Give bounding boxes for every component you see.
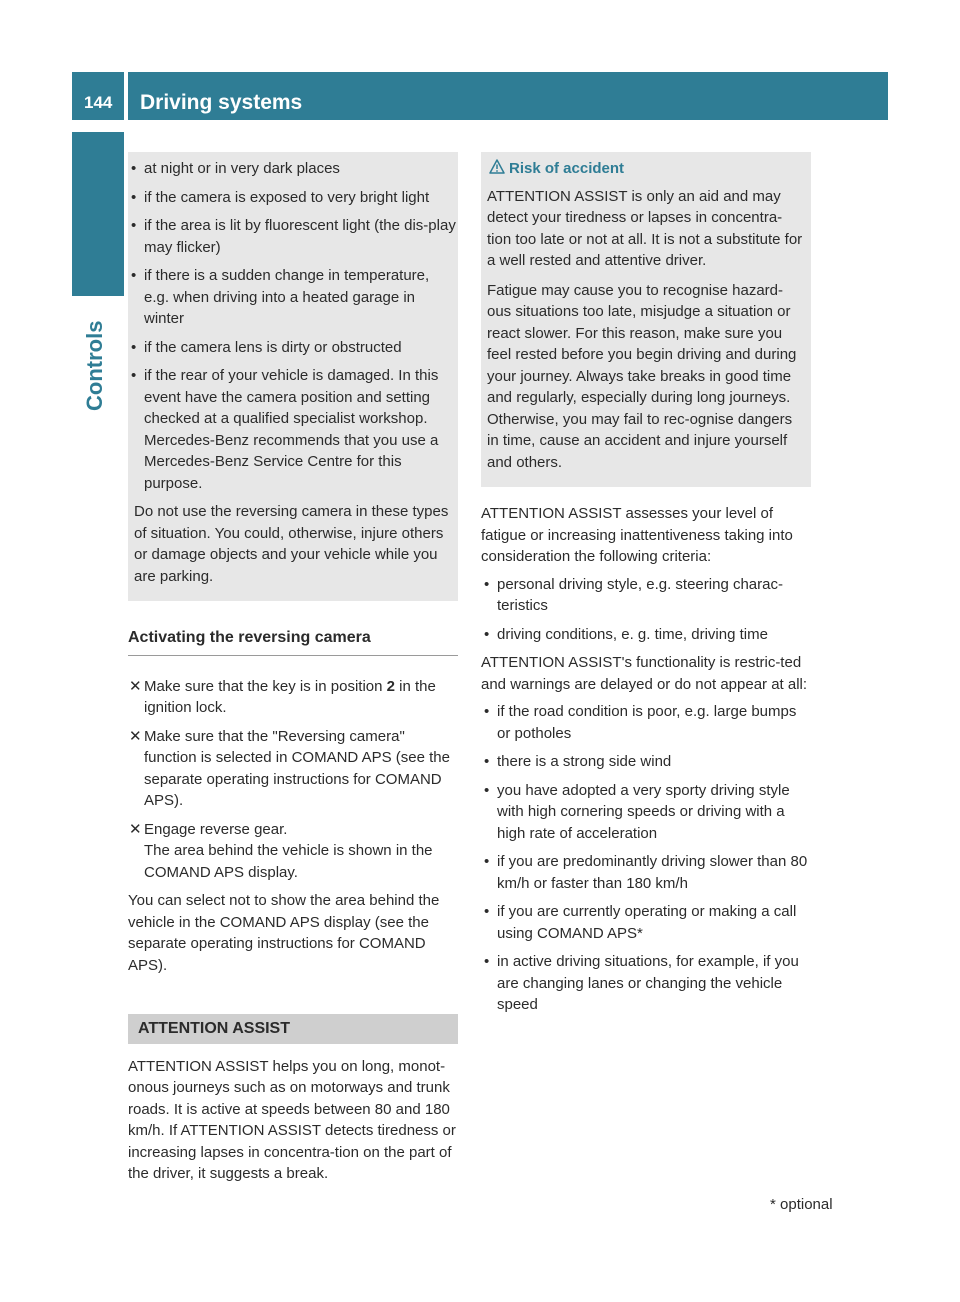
page-number: 144 — [84, 93, 113, 112]
warning-title: Risk of accident — [509, 160, 625, 177]
key-position: 2 — [386, 677, 395, 695]
continued-bullet-list — [128, 158, 456, 494]
attention-assist-heading: ATTENTION ASSIST — [128, 1014, 458, 1044]
side-tab-block — [72, 132, 124, 296]
list-item: • if there is a sudden change in temperature, e.g. when driving into a heated garage in winter — [128, 265, 456, 330]
warning-triangle-icon — [489, 159, 505, 175]
warning-paragraph-1: ATTENTION ASSIST is only an aid and may detect your tiredness or lapses in concentra-tion too late or not at all. It is not a substitute for a well rested and attentive driver. — [487, 187, 803, 269]
criteria-list — [481, 574, 811, 646]
step-text: Make sure that the "Reversing camera" function is selected in COMAND APS (see the separate operating instructions for COMAND APS). — [144, 727, 450, 809]
step-marker-icon: ✕ — [129, 677, 142, 695]
list-item: • at night or in very dark places — [128, 158, 456, 180]
restrictions-list — [481, 701, 811, 1016]
activating-heading: Activating the reversing camera — [128, 627, 458, 656]
left-column — [128, 152, 458, 1189]
step-item — [128, 676, 458, 719]
list-item: • in active driving situations, for example, if you are changing lanes or changing the vehicle speed — [481, 951, 811, 1016]
step-text: Make sure that the key is in position — [144, 677, 387, 695]
conditions-box — [128, 152, 458, 601]
page-title: Driving systems — [140, 91, 303, 114]
step-result: The area behind the vehicle is shown in the COMAND APS display. — [144, 842, 433, 881]
warning-paragraph-2: Fatigue may cause you to recognise hazard-ous situations too late, misjudge a situation or react slower. For this reason, make sure you feel rested before you begin driving and during your journey. Always take breaks in good time and regularly, especially during long journeys. Otherwise, you may fail to rec-ognise dangers in time, cause an accident and injure yourself and others. — [487, 281, 797, 471]
assess-paragraph: ATTENTION ASSIST assesses your level of fatigue or increasing inattentiveness taking into consideration the following criteria: — [481, 505, 793, 565]
list-item: • if the rear of your vehicle is damaged. In this event have the camera position and setting checked at a qualified specialist workshop. Mercedes-Benz recommends that you use a Mercedes-Benz Service Centre for this purpose. — [128, 365, 456, 494]
list-item: • you have adopted a very sporty driving style with high cornering speeds or driving with a high rate of acceleration — [481, 780, 811, 845]
step-text: in the ignition lock. — [144, 677, 436, 716]
right-column — [481, 152, 811, 1023]
list-item: • if the road condition is poor, e.g. large bumps or potholes — [481, 701, 811, 744]
step-marker-icon: ✕ — [129, 727, 142, 745]
list-item: • if you are predominantly driving slower than 80 km/h or faster than 180 km/h — [481, 851, 811, 894]
step-text: Engage reverse gear. — [144, 820, 288, 838]
select-paragraph: You can select not to show the area behind the vehicle in the COMAND APS display (see the separate operating instructions for COMAND APS). — [128, 892, 440, 974]
step-marker-icon: ✕ — [129, 820, 142, 838]
header-divider — [124, 72, 128, 120]
step-list — [128, 676, 458, 884]
step-item — [128, 726, 458, 812]
warning-box — [481, 152, 811, 487]
list-item: • if the camera is exposed to very bright light — [128, 187, 456, 209]
restricted-paragraph: ATTENTION ASSIST's functionality is restric-ted and warnings are delayed or do not appear at all: — [481, 654, 808, 693]
warning-title-row — [487, 158, 803, 180]
list-item: • if the camera lens is dirty or obstructed — [128, 337, 456, 359]
list-item: • personal driving style, e.g. steering charac-teristics — [481, 574, 811, 617]
footnote: * optional — [770, 1196, 833, 1213]
attention-paragraph: ATTENTION ASSIST helps you on long, monot-onous journeys such as on motorways and trunk roads. It is active at speeds between 80 and 180 km/h. If ATTENTION ASSIST detects tiredness or increasing lapses in concentra-tion on the part of the driver, it suggests a break. — [128, 1057, 456, 1182]
list-item: • if you are currently operating or making a call using COMAND APS* — [481, 901, 811, 944]
side-section-label: Controls — [82, 320, 107, 411]
box-paragraph: Do not use the reversing camera in these types of situation. You could, otherwise, injure others or damage objects and your vehicle while you are parking. — [134, 503, 449, 585]
list-item: • if the area is lit by fluorescent light (the dis-play may flicker) — [128, 215, 456, 258]
list-item: • driving conditions, e. g. time, driving time — [481, 624, 811, 646]
list-item: • there is a strong side wind — [481, 751, 811, 773]
step-item — [128, 819, 458, 884]
